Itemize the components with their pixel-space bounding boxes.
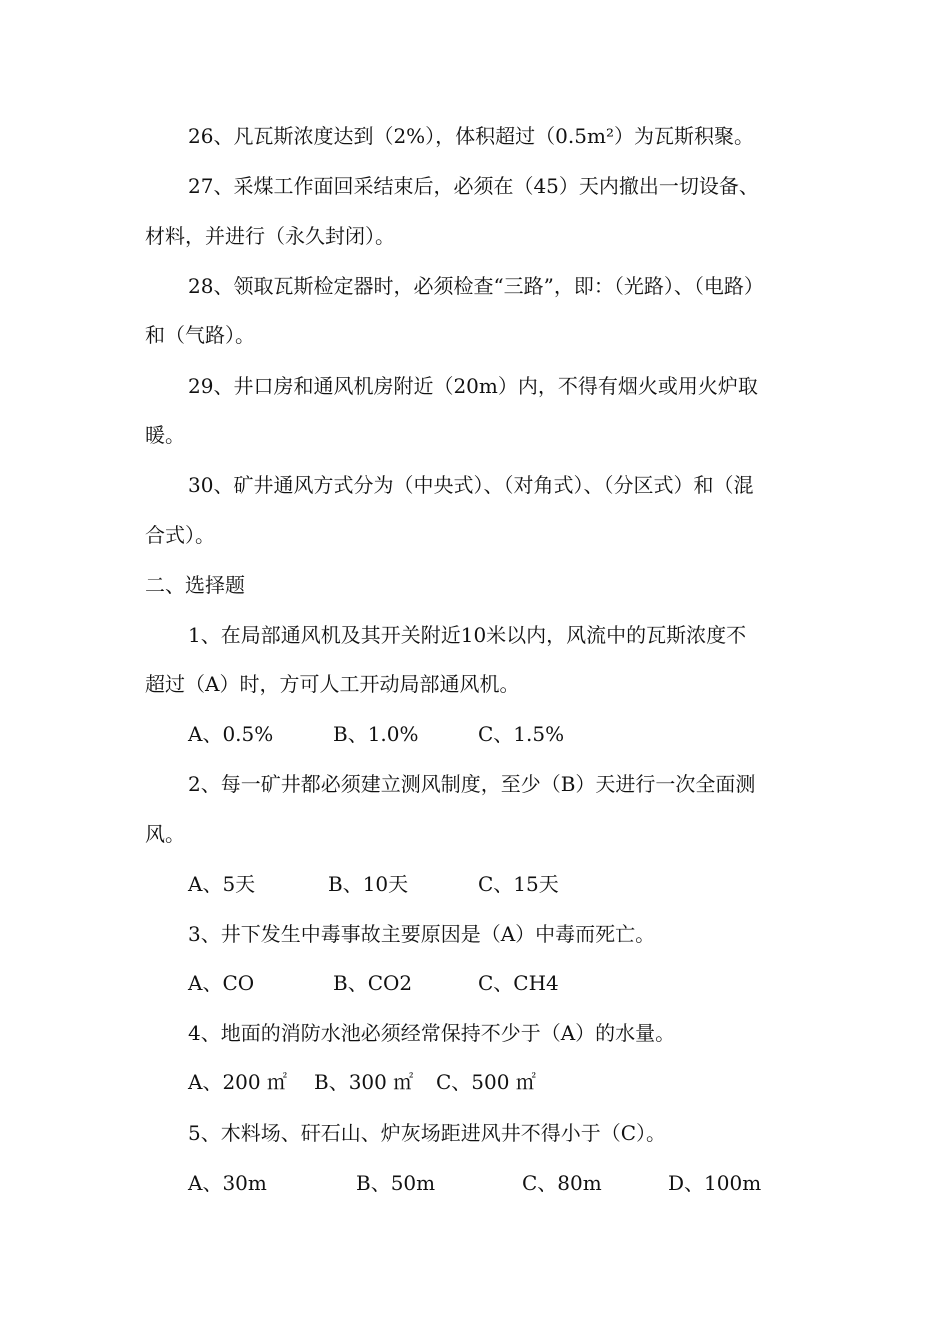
choice-3-line-1: 3、井下发生中毒事故主要原因是（A）中毒而死亡。 [188,922,656,946]
question-26-line-1: 26、凡瓦斯浓度达到（2%），体积超过（0.5m²）为瓦斯积聚。 [188,124,754,148]
choice-1-line-2: 超过（A）时，方可人工开动局部通风机。 [145,672,520,696]
choice-2-option-c: C、15天 [478,872,559,896]
choice-1-line-1: 1、在局部通风机及其开关附近10米以内，风流中的瓦斯浓度不 [188,623,747,647]
choice-2-option-a: A、5天 [188,872,256,896]
choice-3-option-b: B、CO2 [333,971,413,995]
choice-3-option-a: A、CO [188,971,255,995]
choice-4-option-a: A、200 ㎡ [188,1070,287,1094]
choice-5-option-d: D、100m [668,1171,762,1195]
choice-2-option-b: B、10天 [328,872,409,896]
choice-1-option-b: B、1.0% [333,722,419,746]
choice-1-option-a: A、0.5% [188,722,274,746]
question-27-line-2: 材料，并进行（永久封闭）。 [145,224,395,248]
choice-4-option-c: C、500 ㎡ [436,1070,536,1094]
choice-2-line-1: 2、每一矿井都必须建立测风制度，至少（B）天进行一次全面测 [188,772,756,796]
question-28-line-1: 28、领取瓦斯检定器时，必须检查“三路”，即：（光路）、（电路） [188,274,764,298]
question-30-line-2: 合式）。 [145,523,215,547]
choice-5-option-a: A、30m [188,1171,267,1195]
choice-3-option-c: C、CH4 [478,971,559,995]
choice-2-line-2: 风。 [145,822,185,846]
choice-5-option-b: B、50m [356,1171,436,1195]
choice-4-option-b: B、300 ㎡ [314,1070,414,1094]
choice-1-option-c: C、1.5% [478,722,565,746]
question-29-line-1: 29、井口房和通风机房附近（20m）内，不得有烟火或用火炉取 [188,374,758,398]
question-28-line-2: 和（气路）。 [145,323,255,347]
choice-5-line-1: 5、木料场、矸石山、炉灰场距进风井不得小于（C）。 [188,1121,667,1145]
section-title: 二、选择题 [145,573,245,597]
choice-4-line-1: 4、地面的消防水池必须经常保持不少于（A）的水量。 [188,1021,676,1045]
choice-5-option-c: C、80m [522,1171,602,1195]
question-27-line-1: 27、采煤工作面回采结束后，必须在（45）天内撤出一切设备、 [188,174,759,198]
question-29-line-2: 暖。 [145,423,185,447]
question-30-line-1: 30、矿井通风方式分为（中央式）、（对角式）、（分区式）和（混 [188,473,754,497]
